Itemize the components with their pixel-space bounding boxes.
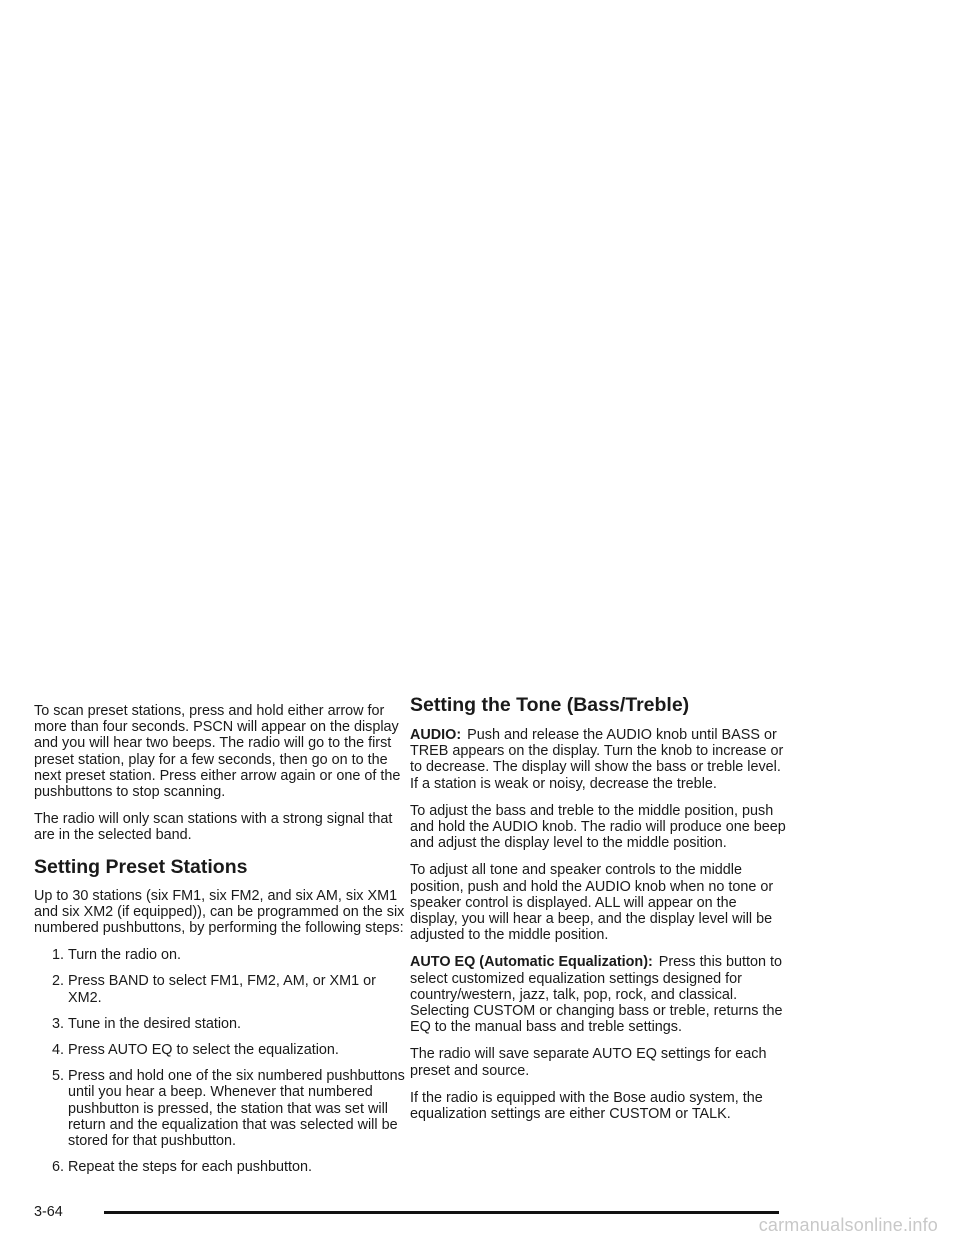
step-number: 5. [51,1068,64,1085]
list-item [34,947,410,963]
audio-paragraph [410,727,786,792]
step-text: Repeat the steps for each pushbutton. [68,1159,313,1176]
auto-eq-text: Press this button to select customized equalization settings designed for country/western, jazz, talk, pop, rock, and classical. Selecting CUSTOM or changing bass or treble, returns the EQ to the manual bass and treble settings. [410,954,783,1036]
step-text: Tune in the desired station. [68,1015,242,1032]
step-text: Turn the radio on. [68,947,182,964]
step-number: 6. [51,1159,64,1176]
strong-signal-paragraph: The radio will only scan stations with a strong signal that are in the selected band. [34,811,393,844]
auto-eq-save-paragraph: The radio will save separate AUTO EQ settings for each preset and source. [410,1046,767,1079]
step-number: 3. [51,1015,64,1032]
step-number: 4. [51,1042,64,1059]
bose-paragraph: If the radio is equipped with the Bose audio system, the equalization settings are either CUSTOM or TALK. [410,1089,763,1123]
auto-eq-paragraph [410,954,786,1035]
list-item [34,1042,410,1058]
watermark: carmanualsonline.info [758,1215,938,1235]
setting-preset-stations-heading: Setting Preset Stations [34,855,248,878]
scan-preset-paragraph: To scan preset stations, press and hold either arrow for more than four seconds. PSCN will appear on the display and you will hear two beeps. The radio will go to the first preset station, play for a few seconds, then go on to the next preset station. Press either arrow again or one of the pushbuttons to stop scanning. [34,703,401,801]
bass-treble-middle-paragraph: To adjust the bass and treble to the middle position, push and hold the AUDIO knob. The radio will produce one beep and adjust the display level to the middle position. [410,802,786,852]
list-item [34,1159,410,1175]
list-item [34,1016,410,1032]
auto-eq-term: AUTO EQ (Automatic Equalization): [410,954,653,971]
list-item [34,1068,410,1149]
step-text: Press BAND to select FM1, FM2, AM, or XM1 or XM2. [68,973,376,1006]
step-text: Press AUTO EQ to select the equalization. [68,1042,339,1059]
audio-term: AUDIO: [410,727,462,743]
right-column [410,693,786,1133]
page-number: 3-64 [34,1204,63,1220]
all-controls-middle-paragraph: To adjust all tone and speaker controls to the middle position, push and hold the AUDIO knob when no tone or speaker control is displayed. ALL will appear on the display, you will hear a beep, and the display level will be adjusted to the middle position. [410,862,774,944]
setting-tone-heading: Setting the Tone (Bass/Treble) [410,694,690,716]
preset-intro-paragraph: Up to 30 stations (six FM1, six FM2, and six AM, six XM1 and six XM2 (if equipped)), can be programmed on the six numbered pushbuttons, by performing the following steps: [34,887,405,937]
left-column [34,703,410,1185]
footer-rule [104,1211,779,1214]
step-text: Press and hold one of the six numbered pushbuttons until you hear a beep. Whenever that numbered pushbutton is pressed, the station that was set will return and the equalization that was selected will be stored for that pushbutton. [68,1068,405,1150]
audio-text: Push and release the AUDIO knob until BASS or TREB appears on the display. Turn the knob to increase or to decrease. The display will show the bass or treble level. If a station is weak or noisy, decrease the treble. [410,727,784,792]
list-item [34,973,410,1005]
step-number: 1. [51,947,64,964]
step-number: 2. [51,973,64,990]
preset-steps-list [34,947,410,1175]
